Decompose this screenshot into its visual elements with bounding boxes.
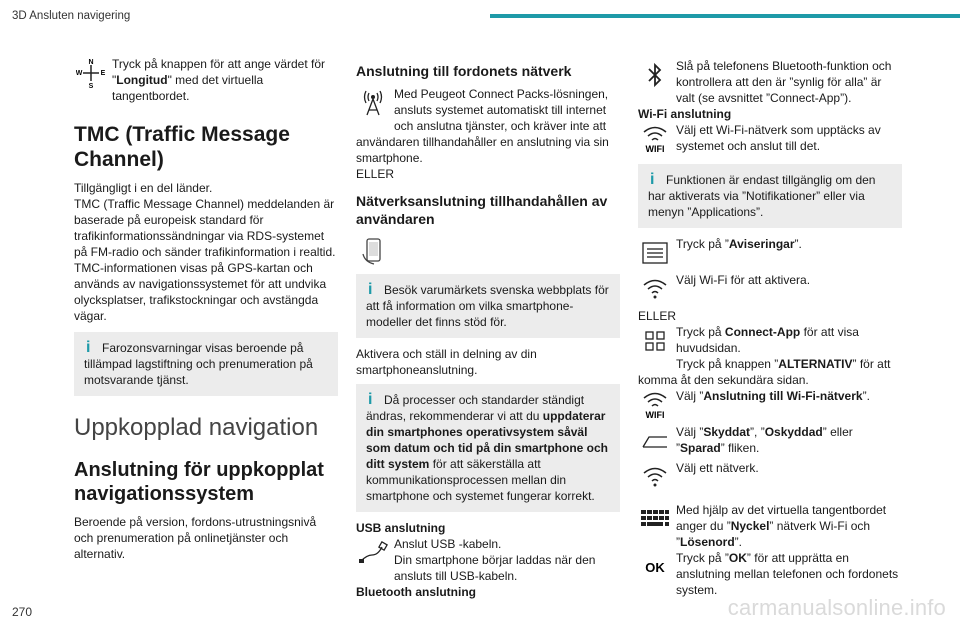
info-icon: i: [368, 391, 373, 408]
tmc-availability: Tillgängligt i en del länder.: [74, 181, 213, 195]
ok-post: ” för att upprätta en anslutning mellan telefonen och fordonets system.: [676, 551, 899, 597]
wifi-activate-text: Välj Wi-Fi för att aktivera.: [676, 273, 811, 287]
section-heading: Uppkopplad navigation: [74, 414, 319, 441]
note-website-text: Besök varumärkets svenska webbplats för att få information om vilka smartphone-modeller det finns stöd för.: [366, 283, 609, 329]
tab-icon: [638, 424, 672, 458]
connect-pre: Tryck på: [676, 325, 725, 339]
tab-sep-1: ”, ”: [750, 425, 765, 439]
compass-north-label: N: [88, 59, 94, 66]
vehicle-network-heading: Anslutning till fordonets nätverk: [356, 63, 572, 79]
tmc-heading: TMC (Traffic Message Channel): [74, 123, 290, 171]
usb-line-1: Anslut USB -kabeln.: [394, 537, 502, 551]
compass-west-label: W: [76, 70, 83, 77]
wifi-connection-label: WIFI: [645, 410, 665, 420]
note-hazard-text: Farozonsvarningar visas beroende på tillämpad lagstiftning och prenumeration på motsvarande tjänst.: [84, 341, 313, 387]
bluetooth-text: Slå på telefonens Bluetooth-funktion och kontrollera att den är ”synlig för alla” är valt (se avsnittet ”Connect-App”).: [676, 59, 892, 105]
note-update-pre: Då processer och standarder ständigt ändras, rekommenderar vi att du: [366, 393, 585, 423]
wifi-activate-step: [638, 272, 902, 288]
note-update-bold: uppdaterar din smartphones operativsystem såväl som datum och tid på din smartphone och ditt system: [366, 409, 609, 471]
smartphone-icon: [356, 234, 390, 268]
tmc-paragraph: [74, 180, 338, 324]
tab-sep-2: ” eller ”: [676, 425, 853, 455]
tab-pre: Välj ”: [676, 425, 704, 439]
wifi-conn-pre: Välj ”: [676, 389, 704, 403]
alt-post: ” för att komma åt den sekundära sidan.: [638, 357, 891, 387]
column-3: [638, 58, 902, 604]
usb-icon: [356, 536, 390, 570]
note-update: [356, 384, 620, 512]
compass-icon: [74, 56, 108, 90]
ok-pre: Tryck på ”: [676, 551, 729, 565]
longitude-paragraph: [74, 56, 338, 104]
bluetooth-paragraph: [638, 58, 902, 154]
ok-label: OK: [645, 560, 665, 575]
compass-south-label: S: [88, 83, 94, 88]
note-website: [356, 274, 620, 338]
bluetooth-icon: [638, 58, 672, 92]
wifi-icon: [638, 122, 672, 156]
usb-section: [356, 520, 620, 600]
connect-bold: Connect-App: [724, 325, 801, 339]
wifi-connection-icon: [638, 388, 672, 422]
ok-step: [638, 550, 902, 598]
kbd-password: Lösenord: [680, 535, 735, 549]
tab-unprotected: Oskyddad: [764, 425, 823, 439]
kbd-post: ”.: [734, 535, 743, 549]
wifi-select-icon: [638, 272, 672, 306]
longitude-text-pre: Tryck på knappen för att ange värdet för ": [112, 57, 326, 87]
longitude-text-post: " med det virtuella tangentbordet.: [112, 73, 264, 103]
wifi-title: Wi-Fi anslutning: [638, 107, 732, 121]
notif-post: ”.: [794, 237, 802, 251]
tab-post: ” fliken.: [720, 441, 760, 455]
tab-saved: Sparad: [680, 441, 721, 455]
header-title: 3D Ansluten navigering: [12, 10, 131, 22]
notif-bold: Aviseringar: [728, 237, 795, 251]
wifi-conn-post: ”.: [862, 389, 870, 403]
kbd-pre: Med hjälp av det virtuella tangentbordet anger du ”: [676, 503, 887, 533]
ok-bold: OK: [728, 551, 747, 565]
wifi-label: WIFI: [645, 144, 665, 154]
info-icon: i: [650, 171, 655, 188]
info-icon: i: [368, 281, 373, 298]
eller-1: ELLER: [356, 167, 395, 181]
wifi-conn-bold: Anslutning till Wi-Fi-nätverk: [703, 389, 863, 403]
usb-line-2: Din smartphone börjar laddas när den ansluts till USB-kabeln.: [394, 553, 596, 583]
alt-bold: ALTERNATIV: [778, 357, 853, 371]
wifi-text: Välj ett Wi-Fi-nätverk som upptäcks av systemet och anslut till det.: [676, 123, 881, 153]
user-network-heading: Nätverksanslutning tillhandahållen av användaren: [356, 193, 608, 227]
notifications-step: [638, 236, 902, 252]
tmc-usage: TMC-informationen visas på GPS-kartan och används av navigationssystemet för att undvika olycksplatser, trafikstockningar och avstängda vägar.: [74, 261, 327, 323]
tab-step: [638, 424, 902, 456]
note-function: [638, 164, 902, 228]
sub-text: Beroende på version, fordons-utrustningsnivå och prenumeration på onlinetjänster och alternativ.: [74, 515, 317, 561]
grid-icon: [638, 324, 672, 358]
column-2: [356, 58, 620, 600]
notifications-icon: [638, 236, 672, 270]
vehicle-network-paragraph: [356, 86, 620, 166]
network-step: [638, 460, 902, 476]
note-update-post: för att säkerställa att kommunikationsprocessen mellan din smartphone och systemet fungerar korrekt.: [366, 457, 595, 503]
compass-east-label: E: [100, 70, 106, 77]
note-hazard-warnings: [74, 332, 338, 396]
keyboard-icon: [638, 502, 672, 536]
connect-post: för att visa huvudsidan.: [676, 325, 859, 355]
antenna-icon: [356, 86, 390, 120]
bluetooth-title: Bluetooth anslutning: [356, 585, 476, 599]
header-accent-bar: [490, 14, 960, 18]
alt-pre: Tryck på knappen ”: [676, 357, 779, 371]
note-update-text: [366, 392, 612, 504]
network-text: Välj ett nätverk.: [676, 461, 759, 475]
ok-icon: [638, 550, 672, 584]
vehicle-network-text: Med Peugeot Connect Packs-lösningen, ansluts systemet automatiskt till internet och anslutna tjänster, och kräver inte att användaren tillhandahåller en anslutning via sin smartphone.: [356, 87, 609, 165]
column-1: [74, 56, 338, 568]
tab-protected: Skyddat: [703, 425, 751, 439]
wifi-connection-step: [638, 388, 902, 420]
network-icon: [638, 460, 672, 494]
keyboard-step: [638, 502, 902, 550]
info-icon: i: [86, 339, 91, 356]
activate-sharing-text: Aktivera och ställ in delning av din smartphoneanslutning.: [356, 347, 537, 377]
notif-pre: Tryck på ”: [676, 237, 729, 251]
watermark: carmanualsonline.info: [727, 595, 946, 620]
usb-title: USB anslutning: [356, 521, 446, 535]
connect-app-step: [638, 308, 902, 388]
eller-2: ELLER: [638, 309, 677, 323]
tmc-description: TMC (Traffic Message Channel) meddelanden är baserade på europeisk standard för trafikinformationssändningar via RDS-systemet på FM-radio och sänder trafikinformation i realtid.: [74, 197, 336, 259]
kbd-key: Nyckel: [730, 519, 770, 533]
longitude-bold: Longitud: [116, 73, 168, 87]
kbd-mid: ” nätverk Wi-Fi och ”: [676, 519, 871, 549]
sub-heading: Anslutning för uppkopplat navigationssystem: [74, 459, 324, 505]
page-number: 270: [12, 605, 33, 619]
note-function-text: Funktionen är endast tillgänglig om den har aktiverats via ”Notifikationer” eller via menyn ”Applications”.: [648, 173, 876, 219]
